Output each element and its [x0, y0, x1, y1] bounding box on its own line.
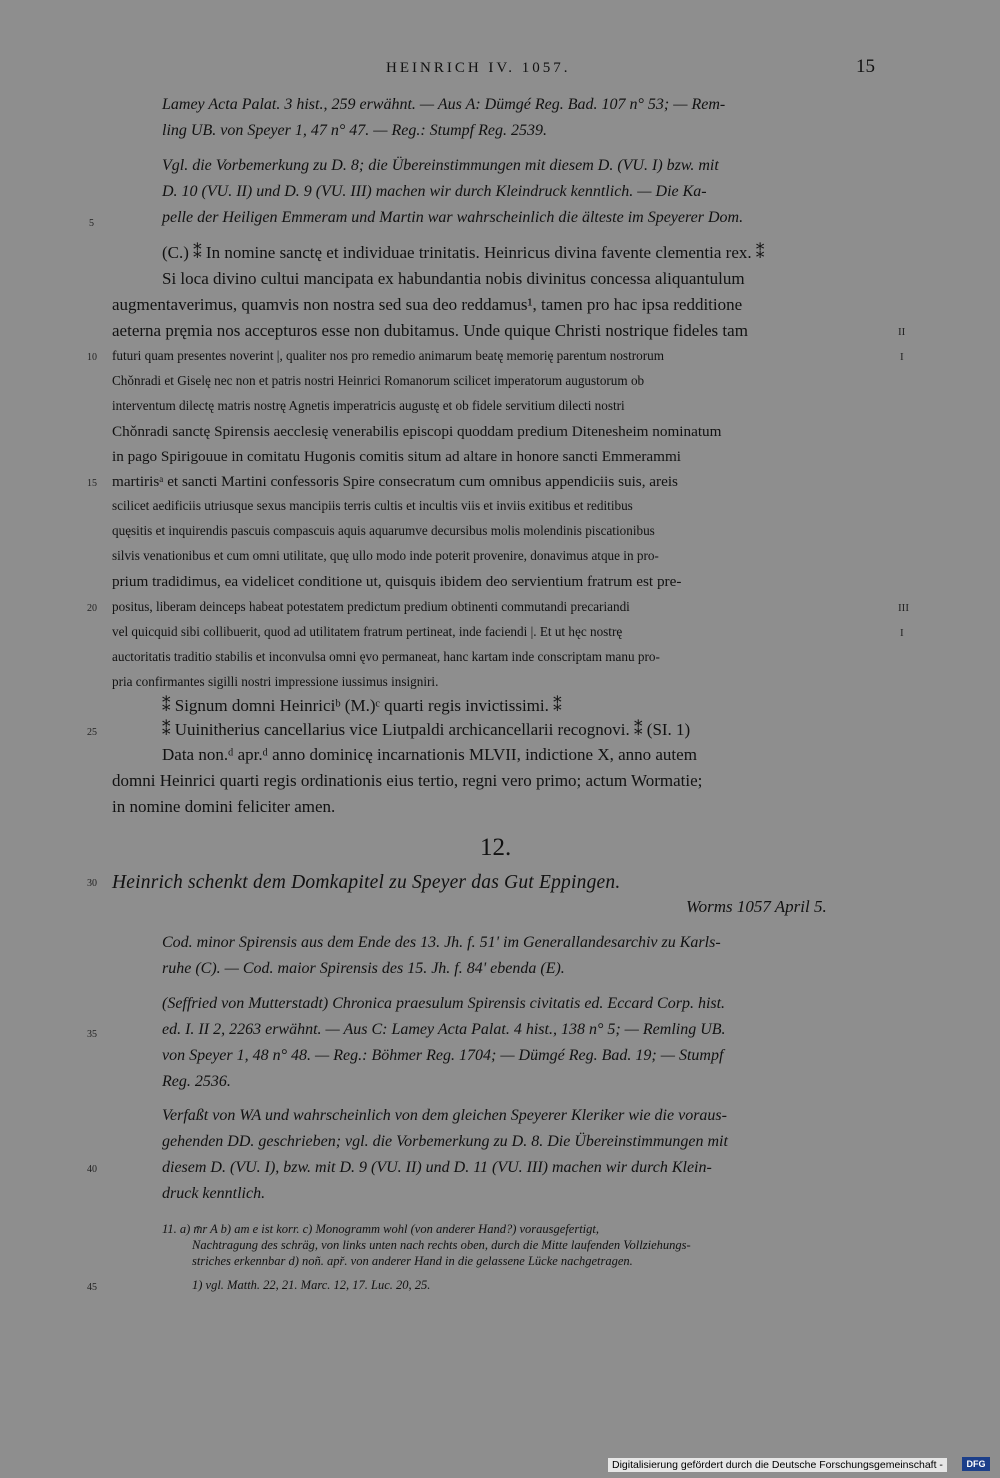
doc12-note-line: Cod. minor Spirensis aus dem Ende des 13. Jh. f. 51' im Generallandesarchiv zu Karls- — [162, 934, 721, 951]
charter-line: Chǒnradi et Giselę nec non et patris nostri Heinrici Romanorum scilicet imperatorum augustorum ob — [112, 373, 645, 388]
footnote-line: 1) vgl. Matth. 22, 21. Marc. 12, 17. Luc. 20, 25. — [192, 1278, 431, 1292]
charter-line: scilicet aedificiis utriusque sexus mancipiis terris cultis et incultis viis et inviis exitibus et reditibus — [112, 498, 633, 513]
doc12-note-line: ruhe (C). — Cod. maior Spirensis des 15. Jh. f. 84' ebenda (E). — [162, 960, 565, 977]
charter-line: quęsitis et inquirendis pascuis compascuis aquis aquarumve decursibus molis molendinis piscationibus — [112, 523, 655, 538]
margin-mark: I — [900, 627, 904, 639]
dating-line: domni Heinrici quarti regis ordinationis eius tertio, regni vero primo; actum Wormatie; — [112, 771, 703, 790]
charter-line: futuri quam presentes noverint |, qualiter nos pro remedio animarum beatę memorię parentum nostrorum — [112, 348, 664, 363]
margin-mark: I — [900, 351, 904, 363]
charter-line: silvis venationibus et cum omni utilitate, quę ullo modo inde poterit provenire, donavimus atque in pro- — [112, 548, 659, 563]
document-title: Heinrich schenkt dem Domkapitel zu Speyer das Gut Eppingen. — [112, 872, 621, 893]
charter-line: in pago Spirigouue in comitatu Hugonis comitis situm ad altare in honore sancti Emmerammi — [112, 448, 682, 465]
signum-line: ⁑ Signum domni Heinriciᵇ (M.)ᶜ quarti regis invictissimi. ⁑ — [162, 696, 562, 715]
margin-mark: II — [898, 326, 906, 338]
line-number: 5 — [89, 218, 94, 229]
doc12-note-line: gehenden DD. geschrieben; vgl. die Vorbemerkung zu D. 8. Die Übereinstimmungen mit — [162, 1133, 728, 1150]
intro-note-line: pelle der Heiligen Emmeram und Martin war wahrscheinlich die älteste im Speyerer Dom. — [162, 209, 744, 226]
intro-note-line: Lamey Acta Palat. 3 hist., 259 erwähnt. — Aus A: Dümgé Reg. Bad. 107 n° 53; — Rem- — [162, 96, 726, 113]
charter-line: positus, liberam deinceps habeat potestatem predictum predium obtinenti commutandi precariandi — [112, 599, 630, 614]
line-number: 25 — [87, 727, 97, 738]
document-number: 12. — [480, 834, 512, 861]
line-number: 30 — [87, 878, 97, 889]
charter-line: martirisᵃ et sancti Martini confessoris Spire consecratum cum omnibus appendiciis suis, areis — [112, 473, 678, 490]
doc12-note-line: diesem D. (VU. I), bzw. mit D. 9 (VU. II) und D. 11 (VU. III) machen wir durch Klein- — [162, 1159, 712, 1176]
dfg-logo: DFG — [962, 1457, 990, 1471]
dfg-credit: Digitalisierung gefördert durch die Deutsche Forschungsgemeinschaft - — [608, 1458, 947, 1472]
line-number: 20 — [87, 603, 97, 614]
running-header-title: HEINRICH IV. 1057. — [386, 60, 571, 76]
charter-line: augmentaverimus, quamvis non nostra sed sua deo reddamus¹, tamen pro hac ipsa redditione — [112, 295, 743, 314]
doc12-note-line: druck kenntlich. — [162, 1185, 266, 1202]
doc12-note-line: von Speyer 1, 48 n° 48. — Reg.: Böhmer Reg. 1704; — Dümgé Reg. Bad. 19; — Stumpf — [162, 1047, 724, 1064]
charter-line: (C.) ⁑ In nomine sanctę et individuae trinitatis. Heinricus divina favente clementia rex. ⁑ — [162, 243, 765, 262]
doc12-note-line: ed. I. II 2, 2263 erwähnt. — Aus C: Lamey Acta Palat. 4 hist., 138 n° 5; — Remling UB. — [162, 1021, 726, 1038]
line-number: 35 — [87, 1029, 97, 1040]
doc12-note-line: Reg. 2536. — [162, 1073, 231, 1090]
margin-mark: III — [898, 602, 909, 614]
intro-note-line: ling UB. von Speyer 1, 47 n° 47. — Reg.: Stumpf Reg. 2539. — [162, 122, 547, 139]
doc12-note-line: (Seffried von Mutterstadt) Chronica praesulum Spirensis civitatis ed. Eccard Corp. hist. — [162, 995, 726, 1012]
charter-line: Chǒnradi sanctę Spirensis aecclesię venerabilis episcopi quoddam predium Ditenesheim nominatum — [112, 423, 722, 440]
line-number: 40 — [87, 1164, 97, 1175]
footnote-line: Nachtragung des schräg, von links unten nach rechts oben, durch die Mitte laufenden Vollziehungs- — [192, 1238, 691, 1252]
intro-note-line: D. 10 (VU. II) und D. 9 (VU. III) machen wir durch Kleindruck kenntlich. — Die Ka- — [162, 183, 707, 200]
footnote-line: striches erkennbar d) noñ. apř. von anderer Hand in die gelassene Lücke nachgetragen. — [192, 1254, 633, 1268]
charter-line: aeterna pręmia nos accepturos esse non dubitamus. Unde quique Christi nostrique fideles tam — [112, 321, 748, 340]
charter-line: Si loca divino cultui mancipata ex habundantia nobis divinitus concessa aliquantulum — [162, 269, 745, 288]
charter-line: auctoritatis traditio stabilis et inconvulsa omni ęvo permaneat, hanc kartam inde conscriptam manu pro- — [112, 649, 660, 664]
dating-line: Data non.ᵈ apr.ᵈ anno dominicę incarnationis MLVII, indictione X, anno autem — [162, 745, 697, 764]
dating-line: in nomine domini feliciter amen. — [112, 797, 336, 816]
line-number: 10 — [87, 352, 97, 363]
recognition-line: ⁑ Uuinitherius cancellarius vice Liutpaldi archicancellarii recognovi. ⁑ (SI. 1) — [162, 720, 691, 739]
page-number: 15 — [856, 56, 875, 77]
intro-note-line: Vgl. die Vorbemerkung zu D. 8; die Übereinstimmungen mit diesem D. (VU. I) bzw. mit — [162, 157, 719, 174]
charter-line: pria confirmantes sigilli nostri impressione iussimus insigniri. — [112, 674, 439, 689]
line-number: 45 — [87, 1282, 97, 1293]
doc12-note-line: Verfaßt von WA und wahrscheinlich von dem gleichen Speyerer Kleriker wie die voraus- — [162, 1107, 727, 1124]
charter-line: prium tradidimus, ea videlicet conditione ut, quisquis ibidem deo servientium fratrum est pre- — [112, 573, 682, 590]
document-place-date: Worms 1057 April 5. — [686, 897, 827, 916]
footnote-line: 11. a) m̄r A b) am e ist korr. c) Monogramm wohl (von anderer Hand?) vorausgefertigt, — [162, 1222, 599, 1236]
charter-line: interventum dilectę matris nostrę Agnetis imperatricis augustę et ob fidele servitium dilecti nostri — [112, 398, 625, 413]
line-number: 15 — [87, 478, 97, 489]
charter-line: vel quicquid sibi collibuerit, quod ad utilitatem fratrum pertineat, inde faciendi |. Et ut hęc nostrę — [112, 624, 623, 639]
